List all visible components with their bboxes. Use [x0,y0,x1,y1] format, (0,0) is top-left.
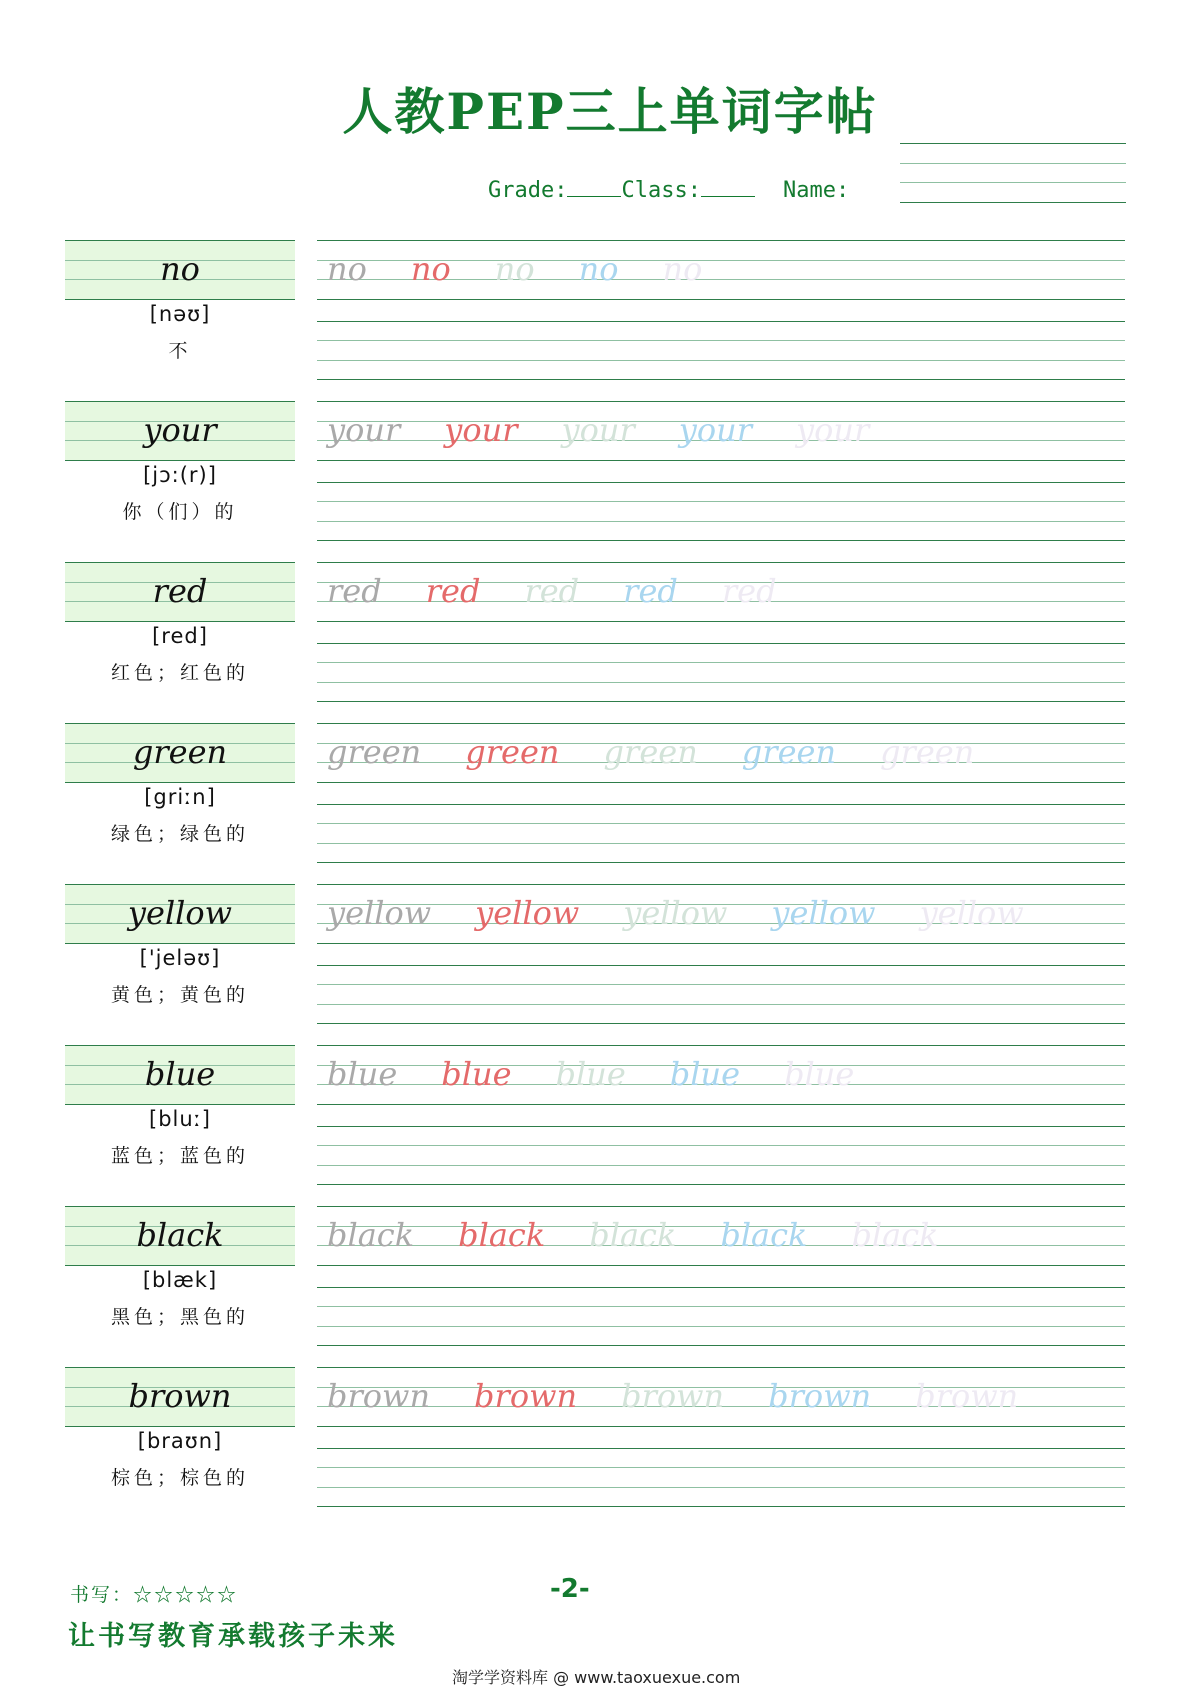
ruled-line [317,782,1125,783]
practice-area[interactable] [317,723,1125,863]
model-word-box [65,562,295,621]
practice-area[interactable] [317,884,1125,1024]
ruled-line [317,240,1125,241]
trace-word: no [327,250,367,288]
chinese-meaning: 黄色；黄色的 [110,984,249,1006]
ruled-line [65,1104,295,1105]
trace-row [327,405,913,455]
ruled-line [317,943,1125,944]
trace-row [327,1049,898,1099]
chinese-meaning: 黑色；黑色的 [110,1306,249,1328]
chinese-meaning: 蓝色；蓝色的 [110,1145,249,1167]
ruled-line [65,1426,295,1427]
trace-word: yellow [623,894,728,932]
trace-word: your [327,411,401,449]
ruled-line [317,321,1125,322]
ruled-line [317,401,1125,402]
trace-word: black [720,1216,808,1254]
ruled-line [317,1306,1125,1307]
name-line [900,163,1126,164]
ruled-line [317,1206,1125,1207]
word-block [0,723,1200,884]
writing-rating: 书写：☆☆☆☆☆ [70,1584,239,1606]
ruled-line [317,1045,1125,1046]
ruled-line [317,823,1125,824]
phonetic: [nəʊ] [149,302,211,326]
phonetic: ['jeləʊ] [139,946,221,970]
phonetic: [griːn] [144,785,216,809]
word-block [0,1045,1200,1206]
ruled-line [317,1126,1125,1127]
trace-word: black [851,1216,939,1254]
trace-word: red [623,572,678,610]
practice-area[interactable] [317,1367,1125,1507]
ruled-line [65,1367,295,1368]
word-block [0,240,1200,401]
ruled-line [317,1265,1125,1266]
trace-word: green [741,733,837,771]
ruled-line [317,682,1125,683]
ruled-line [317,984,1125,985]
ruled-line [317,1345,1125,1346]
trace-word: red [425,572,481,610]
ruled-line [317,1367,1125,1368]
student-info-row [488,178,849,203]
trace-word: yellow [919,894,1024,932]
trace-word: green [603,733,698,771]
chinese-meaning: 你（们）的 [122,501,238,523]
word-block [0,1206,1200,1367]
ruled-line [317,884,1125,885]
trace-word: your [678,411,752,449]
trace-word: no [662,250,703,288]
phonetic: [braʊn] [137,1429,223,1453]
ruled-line [317,1326,1125,1327]
ruled-line [317,521,1125,522]
ruled-line [317,501,1125,502]
model-word: no [160,250,200,288]
watermark: 淘学学资料库 @ www.taoxuexue.com [452,1668,741,1687]
trace-word: your [444,411,518,449]
trace-row [327,727,1018,777]
ruled-line [317,482,1125,483]
model-word-box [65,401,295,460]
ruled-line [317,1467,1125,1468]
ruled-line [317,460,1125,461]
ruled-line [317,621,1125,622]
word-block [0,401,1200,562]
ruled-line [317,1506,1125,1507]
chinese-meaning: 棕色；棕色的 [110,1467,249,1489]
ruled-line [317,1184,1125,1185]
model-word: brown [128,1377,232,1415]
trace-row [327,888,1068,938]
name-label: Name: [782,178,850,203]
trace-word: brown [915,1377,1019,1415]
trace-word: yellow [327,894,432,932]
model-word-box [65,1045,295,1104]
ruled-line [317,540,1125,541]
phonetic: [red] [152,624,208,648]
phonetic: [blæk] [142,1268,218,1292]
model-word: green [132,733,228,771]
ruled-line [65,460,295,461]
name-line-bottom [900,202,1126,203]
trace-word: blue [784,1055,855,1093]
trace-word: no [410,250,451,288]
trace-word: blue [441,1055,512,1093]
model-word-box [65,1367,295,1426]
ruled-line [317,723,1125,724]
ruled-line [65,943,295,944]
practice-area[interactable] [317,1045,1125,1185]
ruled-line [317,1448,1125,1449]
chinese-meaning: 不 [168,340,192,362]
trace-word: blue [327,1055,398,1093]
word-block [0,1367,1200,1528]
ruled-line [317,804,1125,805]
model-word: yellow [127,894,233,932]
ruled-line [317,299,1125,300]
trace-word: yellow [475,894,580,932]
ruled-line [317,1165,1125,1166]
model-word: blue [144,1055,216,1093]
name-line [900,182,1126,183]
practice-area[interactable] [317,1206,1125,1346]
phonetic: [bluː] [149,1107,211,1131]
ruled-line [65,562,295,563]
ruled-line [317,1426,1125,1427]
trace-word: blue [555,1055,626,1093]
trace-word: green [327,733,422,771]
ruled-line [317,1487,1125,1488]
ruled-line [317,1004,1125,1005]
model-word-box [65,1206,295,1265]
trace-word: no [494,250,535,288]
ruled-line [65,1265,295,1266]
ruled-line [65,299,295,300]
ruled-line [65,401,295,402]
trace-word: yellow [771,894,876,932]
trace-word: brown [621,1377,725,1415]
trace-word: blue [669,1055,741,1093]
model-word-box [65,240,295,299]
model-word: black [136,1216,224,1254]
ruled-line [317,1023,1125,1024]
ruled-line [317,360,1125,361]
practice-area[interactable] [317,562,1125,702]
model-word-box [65,723,295,782]
ruled-line [65,782,295,783]
ruled-line [317,843,1125,844]
ruled-line [65,1045,295,1046]
practice-area[interactable] [317,240,1125,380]
ruled-line [317,1145,1125,1146]
trace-row [327,244,746,294]
trace-word: black [327,1216,415,1254]
word-block [0,562,1200,723]
grade-label: Grade: [488,178,568,203]
trace-word: brown [327,1377,431,1415]
ruled-line [65,884,295,885]
ruled-line [317,701,1125,702]
trace-row [327,1371,1062,1421]
chinese-meaning: 红色；红色的 [110,662,249,684]
phonetic: [jɔ:(r)] [143,463,217,487]
trace-word: black [458,1216,546,1254]
trace-word: brown [768,1377,872,1415]
word-block [0,884,1200,1045]
class-label: Class: [621,178,701,203]
chinese-meaning: 绿色；绿色的 [110,823,249,845]
ruled-line [65,723,295,724]
trace-word: brown [474,1377,578,1415]
name-line-top [900,143,1126,144]
class-field[interactable] [701,178,755,197]
ruled-line [317,965,1125,966]
practice-area[interactable] [317,401,1125,541]
trace-word: green [880,733,975,771]
trace-word: red [524,572,580,610]
ruled-line [317,562,1125,563]
trace-word: green [465,733,560,771]
ruled-line [65,621,295,622]
trace-word: red [721,572,777,610]
slogan: 让书写教育承载孩子未来 [68,1621,398,1652]
trace-word: your [796,411,870,449]
trace-word: your [561,411,635,449]
trace-word: black [589,1216,677,1254]
trace-row [327,566,821,616]
ruled-line [317,662,1125,663]
trace-word: no [578,250,619,288]
model-word-box [65,884,295,943]
name-field[interactable] [900,143,1126,203]
ruled-line [317,1104,1125,1105]
trace-row [327,1210,983,1260]
ruled-line [317,340,1125,341]
ruled-line [317,862,1125,863]
ruled-line [65,240,295,241]
model-word: red [152,572,208,610]
trace-word: red [327,572,382,610]
ruled-line [317,643,1125,644]
model-word: your [143,411,217,449]
ruled-line [65,1206,295,1207]
page-title: 人教PEP三上单词字帖 [342,82,878,141]
ruled-line [317,1287,1125,1288]
page-number: -2- [550,1574,590,1604]
ruled-line [317,379,1125,380]
grade-field[interactable] [567,178,621,197]
